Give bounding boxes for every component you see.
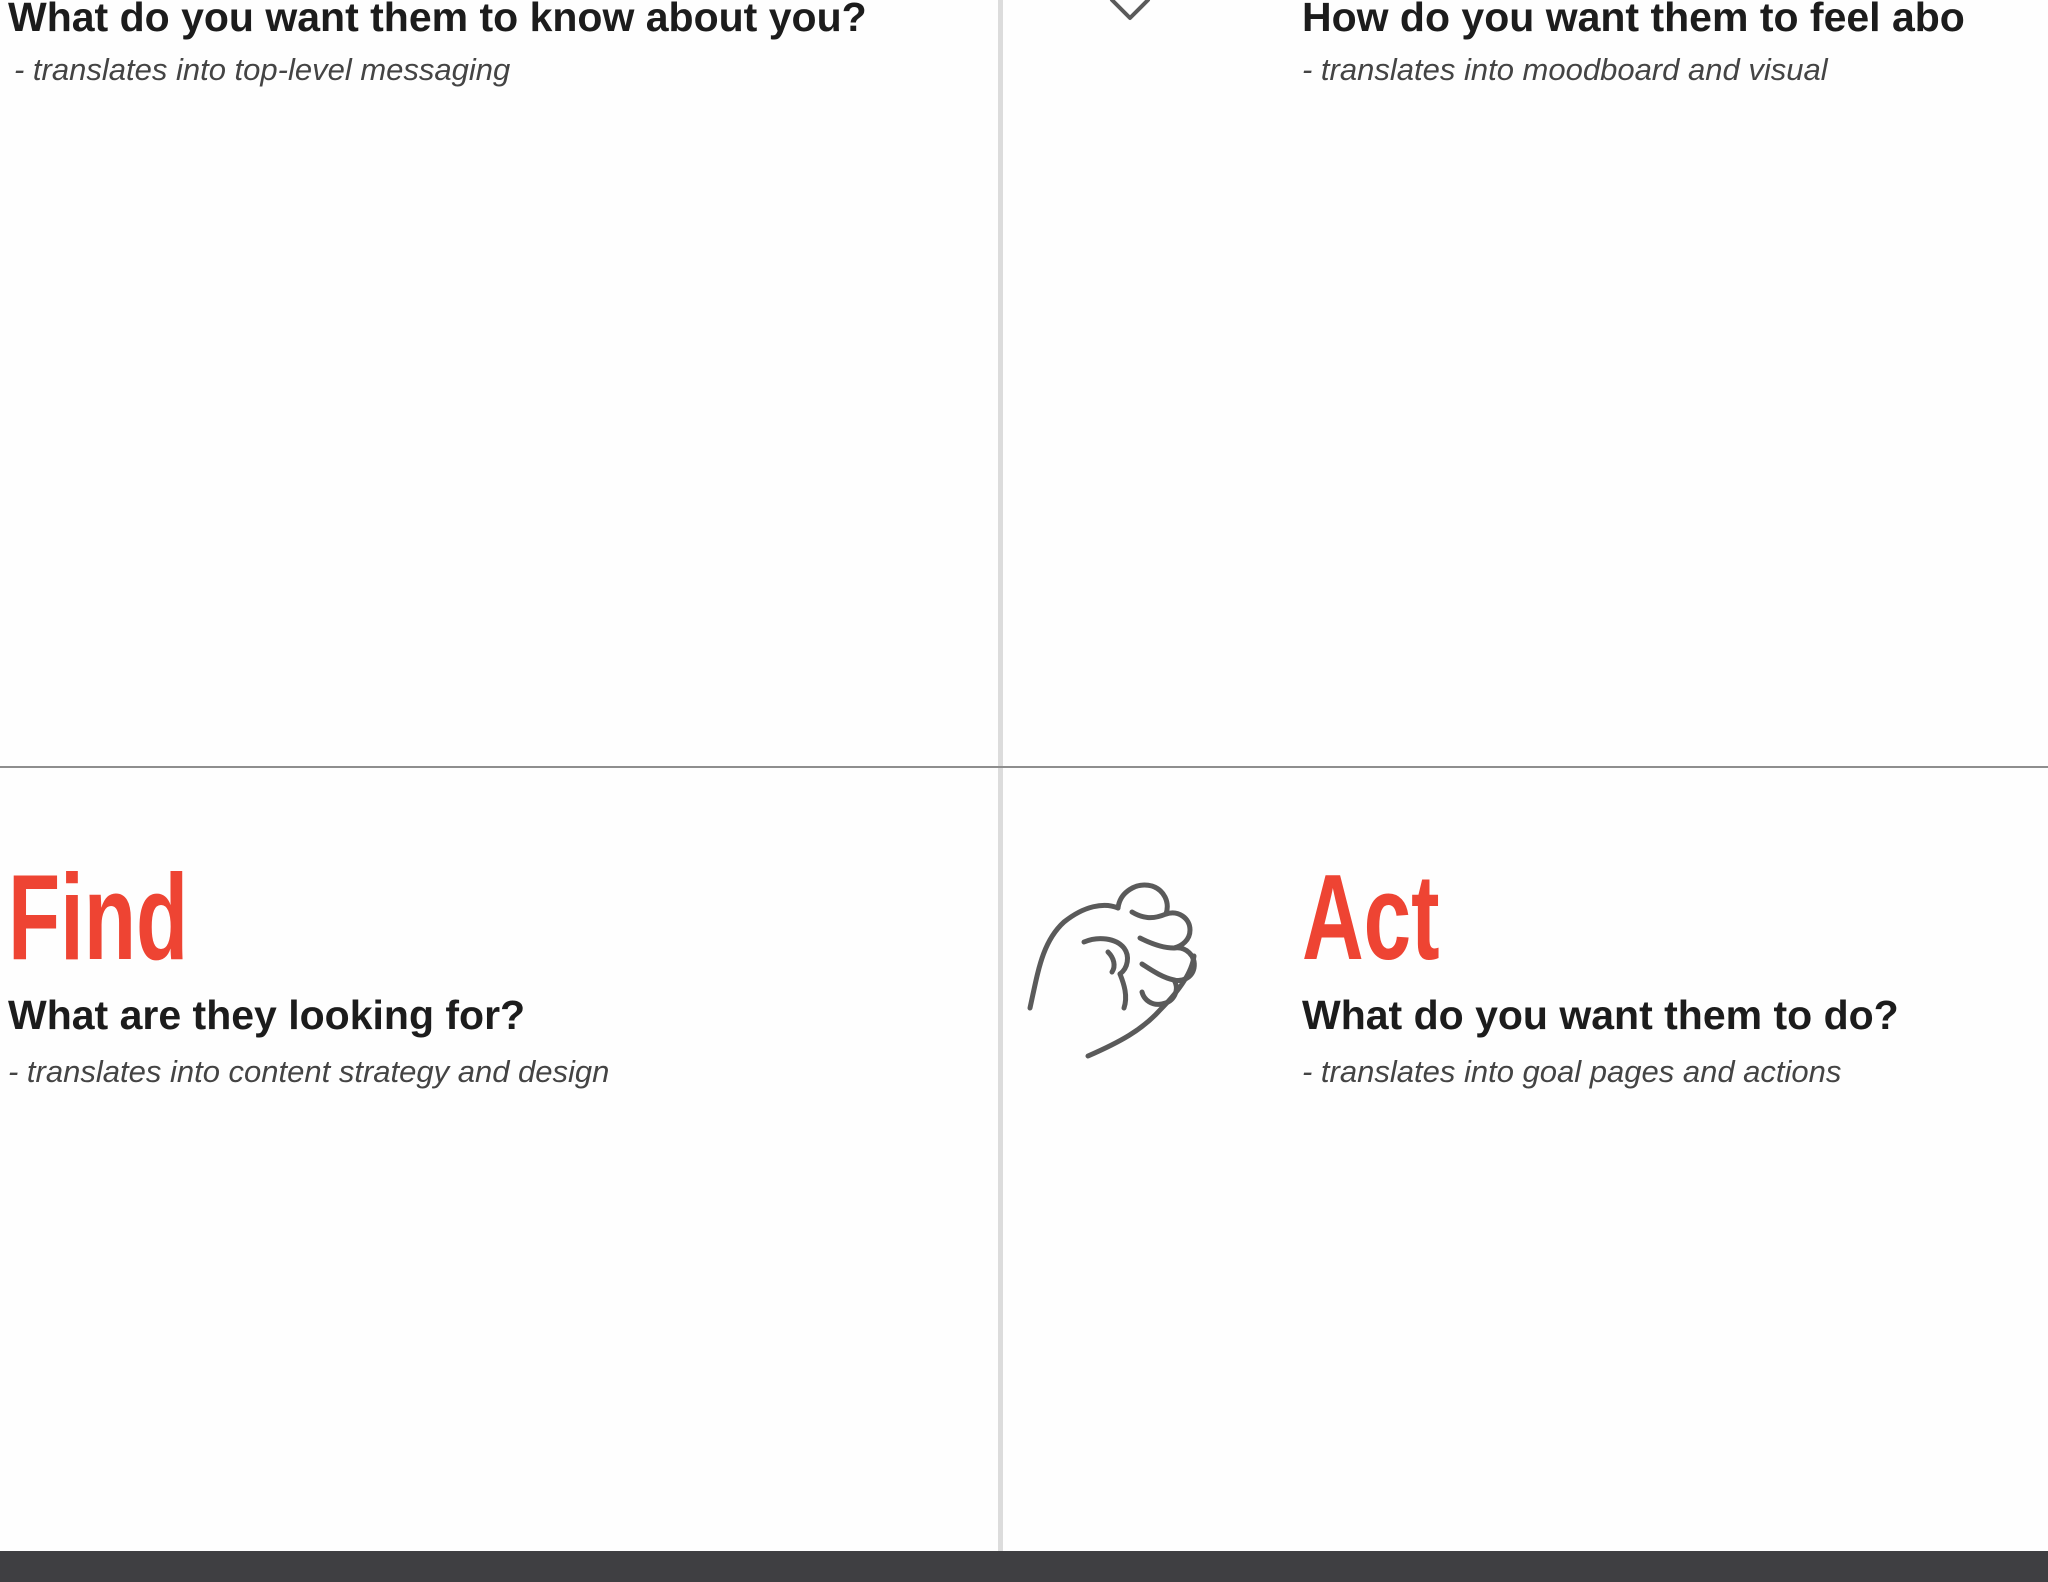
- fist-icon: [1024, 872, 1210, 1062]
- know-question: What do you want them to know about you?: [8, 0, 867, 40]
- find-subline: - translates into content strategy and design: [8, 1054, 610, 1089]
- horizontal-divider: [0, 766, 2048, 768]
- act-subline: - translates into goal pages and actions: [1302, 1054, 1842, 1089]
- find-title: Find: [8, 849, 189, 985]
- bottom-bar: [0, 1551, 2048, 1582]
- act-title: Act: [1302, 849, 1440, 985]
- heart-icon: [1106, 0, 1154, 22]
- feel-subline: - translates into moodboard and visual: [1302, 52, 1828, 87]
- act-question: What do you want them to do?: [1302, 992, 1899, 1038]
- know-subline: - translates into top-level messaging: [14, 52, 511, 87]
- find-question: What are they looking for?: [8, 992, 526, 1038]
- feel-question: How do you want them to feel abo: [1302, 0, 1965, 40]
- vertical-divider: [998, 0, 1003, 1582]
